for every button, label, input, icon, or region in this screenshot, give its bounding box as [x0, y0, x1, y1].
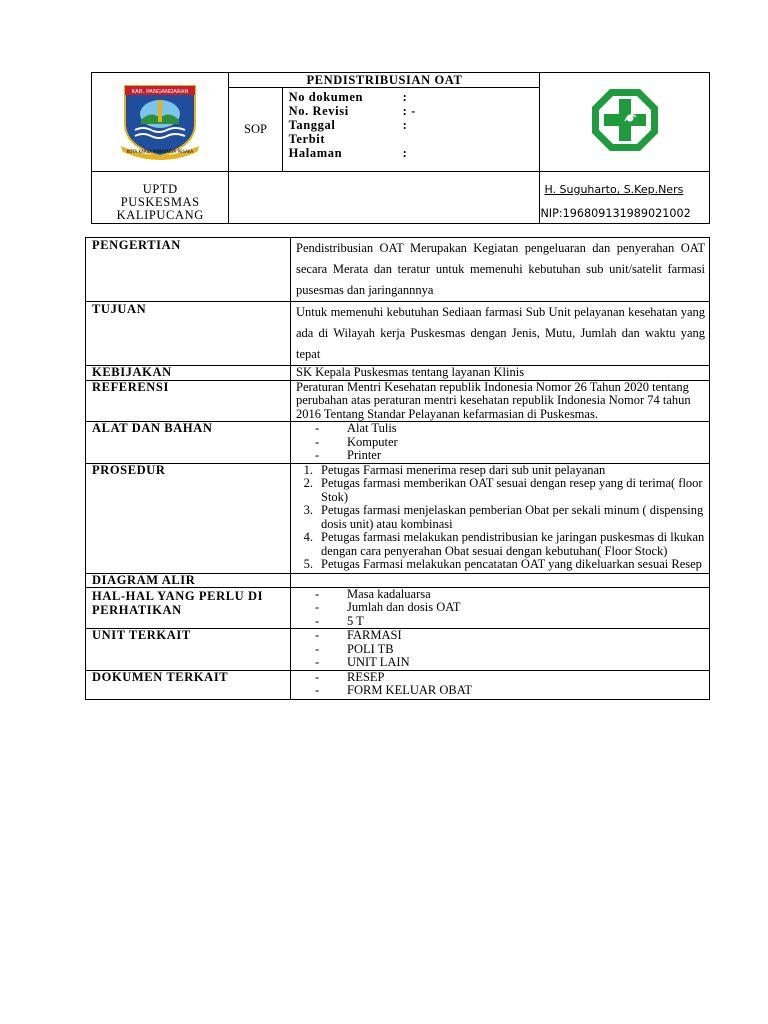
procedure-step: 3. Petugas farmasi menjelaskan pemberian Obat per sekali minum ( dispensing dosis unit) atau kombinasi — [303, 503, 704, 531]
label-referensi: REFERENSI — [86, 380, 291, 422]
label-unit-terkait: UNIT TERKAIT — [86, 629, 291, 671]
signature-cell — [540, 172, 710, 224]
list-item: - Alat Tulis — [315, 421, 397, 435]
list-item: - UNIT LAIN — [315, 655, 410, 669]
row-pengertian — [86, 238, 710, 302]
label-hal-hal-perlu: HAL-HAL YANG PERLU DI PERHATIKAN — [86, 587, 291, 629]
kemkes-logo-icon — [590, 87, 660, 153]
list-item: - RESEP — [315, 669, 385, 684]
list-item: - FARMASI — [315, 628, 402, 642]
value-unit-terkait — [291, 629, 710, 671]
row-kebijakan — [86, 366, 710, 381]
emblem-motto-text: KOTA KARSA MINAKARYA PESAKA — [127, 149, 194, 154]
document-title: PENDISTRIBUSIAN OAT — [229, 73, 540, 88]
list-item: - POLI TB — [315, 641, 394, 656]
list-item: - Komputer — [315, 434, 398, 449]
value-tujuan: Untuk memenuhi kebutuhan Sediaan farmasi Sub Unit pelayanan kesehatan yang ada di Wilayah kerja Puskesmas dengan Jenis, Mutu, Jumlah dan waktu yang tepat — [291, 302, 710, 366]
value-hal-hal-perlu — [291, 587, 710, 629]
value-prosedur — [291, 463, 710, 573]
procedure-step: 2. Petugas farmasi memberikan OAT sesuai dengan resep yang di terima( floor Stok) — [303, 476, 703, 504]
procedure-step: 5. Petugas Farmasi melakukan pencatatan OAT yang dikeluarkan sesuai Resep — [303, 557, 702, 571]
label-kebijakan: KEBIJAKAN — [86, 366, 291, 381]
label-pengertian: PENGERTIAN — [86, 238, 291, 302]
list-item: - Jumlah dan dosis OAT — [315, 600, 461, 614]
row-tujuan — [86, 302, 710, 366]
label-alat-dan-bahan: ALAT DAN BAHAN — [86, 422, 291, 464]
label-diagram-alir: DIAGRAM ALIR — [86, 573, 291, 587]
emblem-top-text: KAB. PANGANDARAN — [131, 89, 189, 95]
row-hal-hal — [86, 587, 710, 629]
row-prosedur — [86, 463, 710, 573]
list-item: - 5 T — [315, 613, 364, 628]
sop-label: SOP — [229, 88, 282, 172]
regency-logo-cell — [92, 73, 229, 172]
info-terbit: Terbit — [288, 132, 326, 146]
pangandaran-emblem-icon — [119, 80, 201, 160]
label-dokumen-terkait: DOKUMEN TERKAIT — [86, 670, 291, 699]
info-no-revisi: No. Revisi : - — [288, 104, 416, 118]
info-tanggal: Tanggal : — [288, 118, 408, 132]
blank-cell — [229, 172, 540, 224]
label-prosedur: PROSEDUR — [86, 463, 291, 573]
row-unit-terkait — [86, 629, 710, 671]
list-item: - Printer — [315, 448, 382, 462]
signer-name: H. Suguharto, S.Kep.Ners — [544, 183, 684, 196]
document-info — [282, 88, 540, 172]
signer-nip: NIP:196809131989021002 — [540, 207, 691, 220]
info-halaman: Halaman : — [288, 146, 408, 160]
sop-header-table — [91, 72, 710, 224]
label-tujuan: TUJUAN — [86, 302, 291, 366]
row-referensi — [86, 380, 710, 422]
value-pengertian: Pendistribusian OAT Merupakan Kegiatan pengeluaran dan penyerahan OAT secara Merata dan teratur untuk memenuhi kebutuhan sub unit/satelit farmasi pusesmas dan jaringannnya — [291, 238, 710, 302]
value-kebijakan: SK Kepala Puskesmas tentang layanan Klinis — [291, 366, 710, 381]
row-dokumen-terkait — [86, 670, 710, 699]
procedure-step: 4. Petugas farmasi melakukan pendistribusian ke jaringan puskesmas di lkukan dengan cara penyerahan Obat sesuai dengan kebutuhan( Floor Stock) — [303, 530, 705, 558]
list-item: - Masa kadaluarsa — [315, 586, 431, 601]
list-item: - FORM KELUAR OBAT — [315, 683, 473, 697]
value-dokumen-terkait — [291, 670, 710, 699]
row-diagram-alir — [86, 573, 710, 587]
info-no-dokumen: No dokumen : — [288, 90, 408, 104]
procedure-step: 1. Petugas Farmasi menerima resep dari sub unit pelayanan — [303, 462, 606, 477]
organization-name: UPTD PUSKESMAS KALIPUCANG — [92, 172, 229, 224]
sop-content-table — [85, 237, 710, 700]
kemkes-logo-cell — [540, 73, 710, 172]
value-referensi: Peraturan Mentri Kesehatan republik Indonesia Nomor 26 Tahun 2020 tentang perubahan atas peraturan mentri kesehatan republik Indonesia Nomor 74 tahun 2016 Tentang Standar Pelayanan kefarmasian di Puskesmas. — [291, 380, 710, 422]
value-diagram-alir — [291, 573, 710, 587]
row-alat — [86, 422, 710, 464]
value-alat-dan-bahan — [291, 422, 710, 464]
